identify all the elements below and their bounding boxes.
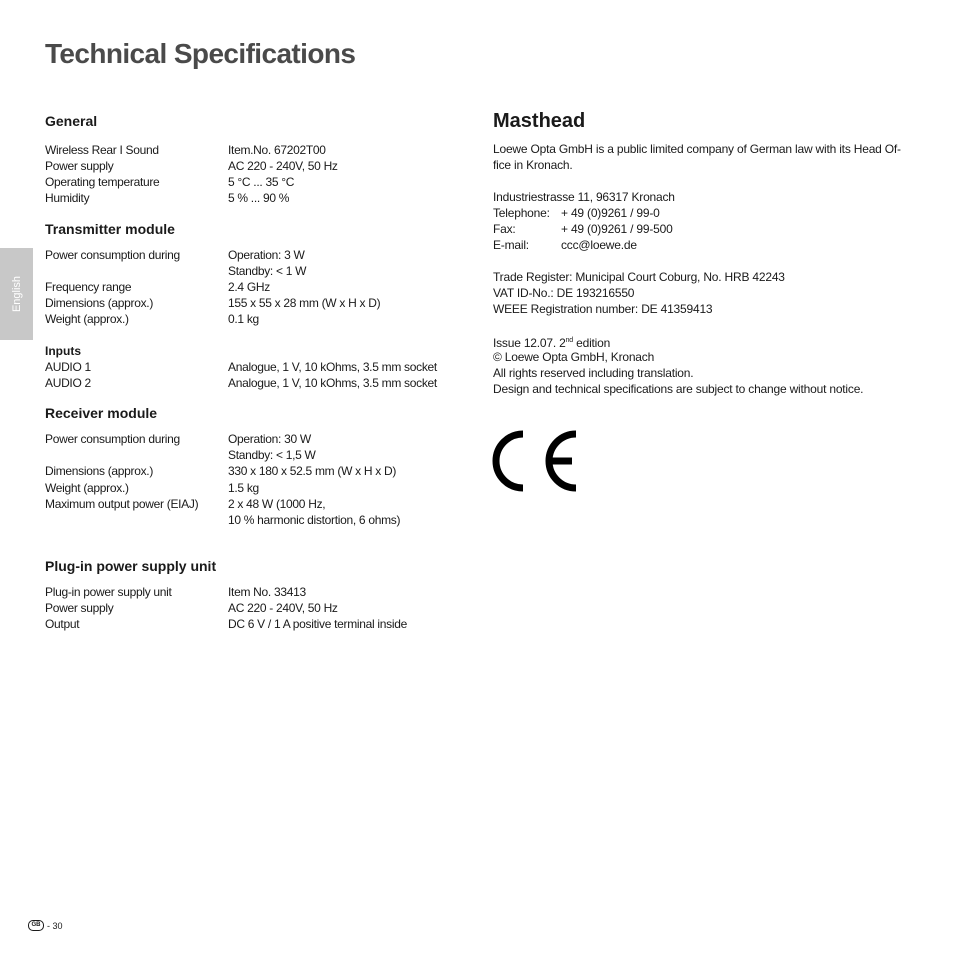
masthead-email bbox=[493, 237, 637, 253]
spec-value: 155 x 55 x 28 mm (W x H x D) bbox=[228, 296, 381, 310]
spec-row bbox=[45, 512, 465, 528]
ce-mark-icon bbox=[490, 428, 580, 494]
masthead-vat: VAT ID-No.: DE 193216550 bbox=[493, 286, 635, 300]
language-tab-label: English bbox=[10, 275, 23, 313]
spec-value: Item No. 33413 bbox=[228, 585, 306, 599]
spec-row bbox=[45, 496, 465, 512]
masthead-heading: Masthead bbox=[493, 110, 586, 132]
spec-value: Analogue, 1 V, 10 kOhms, 3.5 mm socket bbox=[228, 360, 437, 374]
spec-row bbox=[45, 359, 465, 375]
spec-label: Maximum output power (EIAJ) bbox=[45, 497, 199, 511]
spec-row bbox=[45, 375, 465, 391]
email-label: E-mail: bbox=[493, 238, 529, 252]
spec-value: 330 x 180 x 52.5 mm (W x H x D) bbox=[228, 464, 397, 478]
spec-row bbox=[45, 480, 465, 496]
spec-row bbox=[45, 616, 465, 632]
transmitter-heading: Transmitter module bbox=[45, 221, 175, 237]
spec-value: Operation: 30 W bbox=[228, 432, 311, 446]
spec-label: Dimensions (approx.) bbox=[45, 464, 154, 478]
issue-sup: nd bbox=[565, 337, 573, 344]
masthead-intro-line: Loewe Opta GmbH is a public limited company of German law with its Head Of- bbox=[493, 142, 901, 156]
spec-row bbox=[45, 584, 465, 600]
spec-label: Weight (approx.) bbox=[45, 481, 129, 495]
spec-label: Plug-in power supply unit bbox=[45, 585, 172, 599]
spec-value: 1.5 kg bbox=[228, 481, 259, 495]
spec-row bbox=[45, 142, 465, 158]
spec-value: DC 6 V / 1 A positive terminal inside bbox=[228, 617, 407, 631]
spec-label: AUDIO 1 bbox=[45, 360, 91, 374]
spec-row bbox=[45, 463, 465, 479]
masthead-weee: WEEE Registration number: DE 41359413 bbox=[493, 302, 713, 316]
spec-label: Operating temperature bbox=[45, 175, 160, 189]
spec-label: Frequency range bbox=[45, 280, 132, 294]
masthead-address: Industriestrasse 11, 96317 Kronach bbox=[493, 190, 675, 204]
spec-row bbox=[45, 311, 465, 327]
spec-value: Standby: < 1 W bbox=[228, 264, 307, 278]
telephone-value: + 49 (0)9261 / 99-0 bbox=[561, 206, 660, 220]
spec-value: Standby: < 1,5 W bbox=[228, 448, 316, 462]
spec-row bbox=[45, 279, 465, 295]
spec-row bbox=[45, 190, 465, 206]
spec-value: AC 220 - 240V, 50 Hz bbox=[228, 601, 338, 615]
spec-label: Humidity bbox=[45, 191, 90, 205]
spec-row bbox=[45, 263, 465, 279]
general-heading: General bbox=[45, 113, 98, 129]
spec-label: Weight (approx.) bbox=[45, 312, 129, 326]
spec-label: Output bbox=[45, 617, 80, 631]
spec-value: 0.1 kg bbox=[228, 312, 259, 326]
spec-value: 5 °C ... 35 °C bbox=[228, 175, 295, 189]
page-number: - 30 bbox=[47, 920, 63, 931]
spec-value: Operation: 3 W bbox=[228, 248, 305, 262]
spec-value: 2 x 48 W (1000 Hz, bbox=[228, 497, 326, 511]
spec-label: Power consumption during bbox=[45, 432, 180, 446]
spec-label: Wireless Rear I Sound bbox=[45, 143, 159, 157]
spec-label: AUDIO 2 bbox=[45, 376, 91, 390]
spec-row bbox=[45, 600, 465, 616]
page-title: Technical Specifications bbox=[45, 38, 356, 69]
spec-value: AC 220 - 240V, 50 Hz bbox=[228, 159, 338, 173]
issue-suffix: edition bbox=[572, 336, 611, 350]
spec-label: Power consumption during bbox=[45, 248, 180, 262]
language-tab bbox=[0, 248, 33, 340]
email-value: ccc@loewe.de bbox=[561, 238, 637, 252]
plugin-heading: Plug-in power supply unit bbox=[45, 558, 217, 574]
spec-row bbox=[45, 158, 465, 174]
masthead-fax bbox=[493, 221, 673, 237]
issue-prefix: Issue 12.07. 2 bbox=[493, 336, 566, 350]
masthead-notice: Design and technical specifications are subject to change without notice. bbox=[493, 382, 864, 396]
telephone-label: Telephone: bbox=[493, 206, 550, 220]
page-footer bbox=[28, 920, 63, 931]
fax-label: Fax: bbox=[493, 222, 516, 236]
gb-badge-icon: GB bbox=[28, 920, 44, 931]
fax-value: + 49 (0)9261 / 99-500 bbox=[561, 222, 673, 236]
spec-value: Item.No. 67202T00 bbox=[228, 143, 326, 157]
spec-label: Dimensions (approx.) bbox=[45, 296, 154, 310]
spec-value: 10 % harmonic distortion, 6 ohms) bbox=[228, 513, 401, 527]
masthead-telephone bbox=[493, 205, 660, 221]
spec-row bbox=[45, 295, 465, 311]
spec-value: 2.4 GHz bbox=[228, 280, 270, 294]
masthead-intro-line: fice in Kronach. bbox=[493, 158, 573, 172]
inputs-heading: Inputs bbox=[45, 344, 81, 358]
spec-row bbox=[45, 431, 465, 447]
spec-row bbox=[45, 174, 465, 190]
spec-label: Power supply bbox=[45, 601, 114, 615]
spec-label: Power supply bbox=[45, 159, 114, 173]
masthead-copyright: © Loewe Opta GmbH, Kronach bbox=[493, 350, 655, 364]
spec-row bbox=[45, 447, 465, 463]
spec-value: 5 % ... 90 % bbox=[228, 191, 290, 205]
spec-value: Analogue, 1 V, 10 kOhms, 3.5 mm socket bbox=[228, 376, 437, 390]
masthead-trade-register: Trade Register: Municipal Court Coburg, No. HRB 42243 bbox=[493, 270, 785, 284]
receiver-heading: Receiver module bbox=[45, 405, 158, 421]
spec-row bbox=[45, 247, 465, 263]
masthead-rights: All rights reserved including translation. bbox=[493, 366, 694, 380]
